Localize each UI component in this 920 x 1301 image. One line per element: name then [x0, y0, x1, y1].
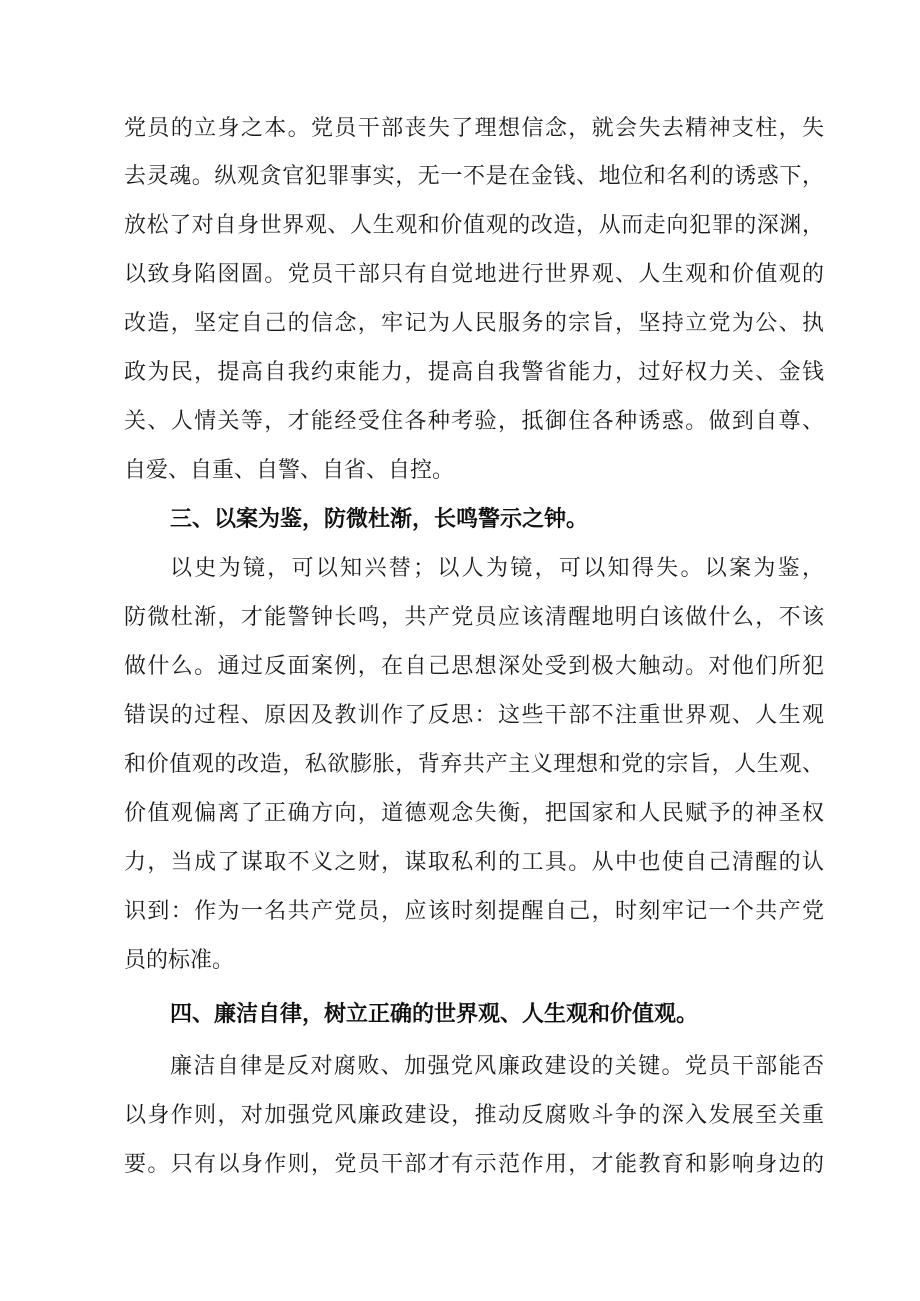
paragraph-1-line-5: 改造，坚定自己的信念，牢记为人民服务的宗旨，坚持立党为公、执 [124, 311, 824, 336]
paragraph-2-line-5: 和价值观的改造，私欲膨胀，背弃共产主义理想和党的宗旨，人生观、 [124, 752, 824, 777]
paragraph-2-line-8: 识到：作为一名共产党员，应该时刻提醒自己，时刻牢记一个共产党 [124, 899, 824, 924]
paragraph-1-line-2: 去灵魂。纵观贪官犯罪事实，无一不是在金钱、地位和名利的诱惑下， [124, 164, 824, 189]
paragraph-1-line-1: 党员的立身之本。党员干部丧失了理想信念，就会失去精神支柱，失 [124, 116, 824, 141]
paragraph-2-line-7: 力，当成了谋取不义之财，谋取私利的工具。从中也使自己清醒的认 [124, 850, 824, 875]
paragraph-1-line-3: 放松了对自身世界观、人生观和价值观的改造，从而走向犯罪的深渊， [124, 213, 824, 238]
paragraph-1-line-4: 以致身陷囹圄。党员干部只有自觉地进行世界观、人生观和价值观的 [124, 262, 824, 287]
section-heading-3: 三、以案为鉴，防微杜渐，长鸣警示之钟。 [170, 507, 589, 532]
paragraph-2-line-2: 防微杜渐，才能警钟长鸣，共产党员应该清醒地明白该做什么，不该 [124, 605, 824, 630]
paragraph-2-line-6: 价值观偏离了正确方向，道德观念失衡，把国家和人民赋予的神圣权 [124, 801, 824, 826]
section-heading-4: 四、廉洁自律，树立正确的世界观、人生观和价值观。 [170, 1002, 699, 1027]
paragraph-1-line-7: 关、人情关等，才能经受住各种考验，抵御住各种诱惑。做到自尊、 [124, 409, 824, 434]
paragraph-2-line-4: 错误的过程、原因及教训作了反思：这些干部不注重世界观、人生观 [124, 703, 824, 728]
paragraph-1-line-8: 自爱、自重、自警、自省、自控。 [124, 458, 455, 483]
paragraph-2-line-3: 做什么。通过反面案例，在自己思想深处受到极大触动。对他们所犯 [124, 654, 824, 679]
paragraph-3-line-3: 要。只有以身作则，党员干部才有示范作用，才能教育和影响身边的 [124, 1152, 824, 1177]
paragraph-1-line-6: 政为民，提高自我约束能力，提高自我警省能力，过好权力关、金钱 [124, 360, 824, 385]
paragraph-2-line-1: 以史为镜，可以知兴替；以人为镜，可以知得失。以案为鉴， [170, 556, 824, 581]
paragraph-3-line-2: 以身作则，对加强党风廉政建设，推动反腐败斗争的深入发展至关重 [124, 1103, 824, 1128]
paragraph-2-line-9: 员的标准。 [124, 948, 235, 973]
paragraph-3-line-1: 廉洁自律是反对腐败、加强党风廉政建设的关键。党员干部能否 [170, 1054, 824, 1079]
